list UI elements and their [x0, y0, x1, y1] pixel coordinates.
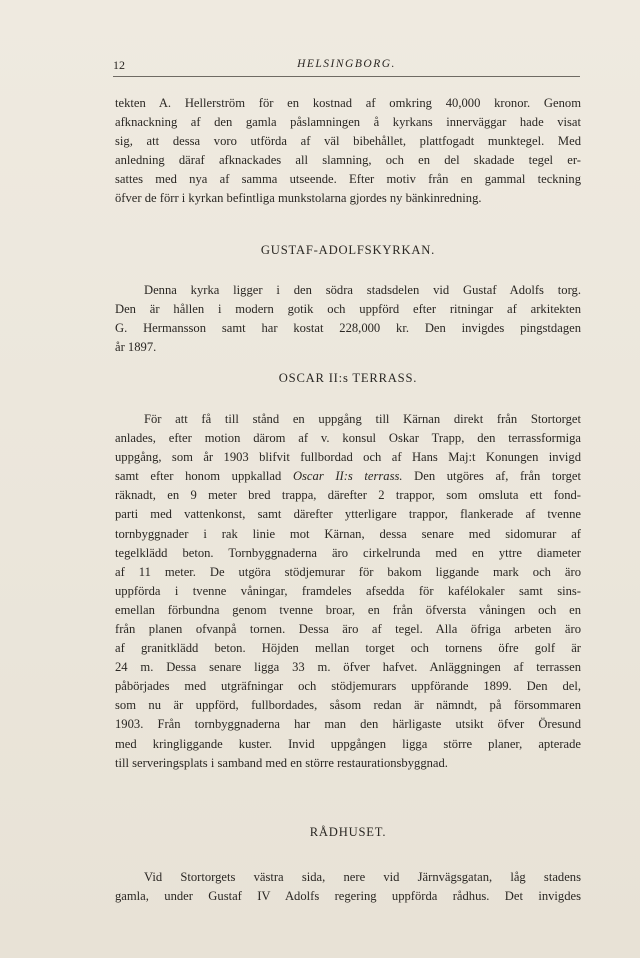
text-line: af granitklädd beton. Höjden mellan torget och tornens öfre golf är	[115, 641, 581, 656]
radhuset-paragraph	[115, 868, 581, 906]
text-line: sig, att dessa voro utförda af väl bibehållet, plattfogadt munktegel. Med	[115, 134, 581, 149]
text-line: parti med vattenkonst, samt därefter ytterligare trappor, flankerade af tvenne	[115, 507, 581, 522]
text-line: G. Hermansson samt har kostat 228,000 kr. Den invigdes pingstdagen	[115, 320, 581, 335]
text-line: till serveringsplats i samband med en större restaurationsbyggnad.	[115, 755, 448, 770]
text-line: med kringliggande kuster. Invid uppgången ligga större planer, apterade	[115, 736, 581, 751]
intro-paragraph	[115, 94, 581, 209]
text-line: uppförda i tvenne våningar, framdeles afsedda för kafélokaler samt sins-	[115, 583, 581, 598]
text-line: uppgång, som år 1903 blifvit fullbordad och af Hans Maj:t Konungen invigd	[115, 450, 581, 465]
text-line: 24 m. Dessa senare ligga 33 m. öfver hafvet. Anläggningen af terrassen	[115, 660, 581, 675]
text-line: tekten A. Hellerström för en kostnad af omkring 40,000 kronor. Genom	[115, 96, 581, 110]
terrace-name-italic: Oscar II:s terrass.	[292, 469, 403, 484]
text-line: anledning däraf afknackades all slamning, och en del skadade tegel er-	[115, 153, 581, 168]
text-line: räknadt, en 9 meter bred trappa, därefter 2 trappor, som omsluta ett fond-	[115, 488, 581, 503]
text-line: Vid Stortorgets västra sida, nere vid Järnvägsgatan, låg stadens	[144, 869, 581, 884]
text-run: Den utgöres af, från torget	[402, 469, 582, 484]
text-line: tegelklädd beton. Tornbyggnaderna äro cirkelrunda med en yttre diameter	[115, 545, 581, 560]
text-line: år 1897.	[115, 339, 157, 354]
text-line: 1903. Från tornbyggnaderna har man den härligaste utsikt öfver Öresund	[115, 717, 581, 732]
running-head: HELSINGBORG.	[297, 58, 396, 70]
text-line: som nu är uppförd, fullbordades, såsom redan är nämndt, på försommaren	[115, 698, 581, 713]
text-line: sattes med nya af samma utseende. Efter motiv från en gammal teckning	[115, 172, 581, 187]
text-line: Denna kyrka ligger i den södra stadsdelen vid Gustaf Adolfs torg.	[144, 282, 581, 297]
text-line: af 11 meter. De utgöra stödjemurar för bakom liggande mark och äro	[115, 564, 581, 579]
text-line: För att få till stånd en uppgång till Kärnan direkt från Stortorget	[144, 411, 581, 426]
heading-gustaf-adolfskyrkan: GUSTAF-ADOLFSKYRKAN.	[260, 242, 436, 257]
text-line: tornbyggnader i rak linie mot Kärnan, dessa senare med sidomurar af	[115, 526, 581, 541]
text-line: från planen ofvanpå tornen. Dessa äro af tegel. Alla öfriga arbeten äro	[115, 621, 581, 636]
text-line: Den är hållen i modern gotik och uppförd efter ritningar af arkitekten	[115, 301, 581, 316]
gustaf-adolfskyrkan-paragraph	[115, 281, 581, 357]
text-line: påbörjades med utgräfningar och stödjemurars uppförande 1899. Den del,	[115, 679, 581, 694]
oscar-terrass-paragraph	[115, 410, 581, 773]
heading-oscar-terrass: OSCAR II:s TERRASS.	[278, 370, 418, 385]
page-header	[113, 56, 580, 77]
text-line: öfver de förr i kyrkan befintliga munkstolarna gjordes ny bänkinredning.	[115, 191, 482, 206]
text-run: samt efter honom uppkallad	[115, 469, 293, 484]
text-line	[115, 467, 581, 486]
page-number: 12	[113, 58, 125, 72]
text-line: gamla, under Gustaf IV Adolfs regering uppförda rådhus. Det invigdes	[115, 888, 581, 903]
text-line: anlades, efter motion därom af v. konsul Oskar Trapp, den terrassformiga	[115, 431, 581, 446]
page-body	[115, 94, 581, 906]
heading-radhuset: RÅDHUSET.	[309, 824, 387, 839]
text-line: afknackning af den gamla påslamningen å kyrkans innerväggar hade visat	[115, 115, 581, 130]
text-line: emellan förbundna genom tvenne broar, en från öfversta våningen och en	[115, 602, 581, 617]
